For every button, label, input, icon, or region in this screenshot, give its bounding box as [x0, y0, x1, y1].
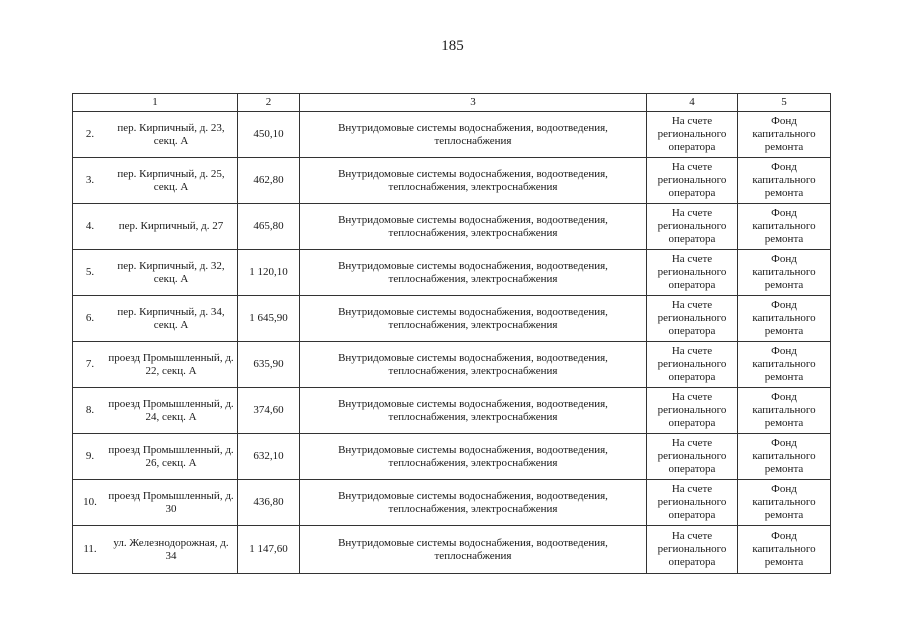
row-systems: Внутридомовые системы водоснабжения, водоотведения, теплоснабжения, электроснабжения: [300, 388, 647, 434]
row-address: пер. Кирпичный, д. 25, секц. А: [117, 167, 225, 193]
row-systems: Внутридомовые системы водоснабжения, водоотведения, теплоснабжения, электроснабжения: [300, 480, 647, 526]
header-col-4: 4: [647, 94, 738, 112]
table-row: [73, 480, 831, 526]
number-address-cell: [73, 526, 238, 574]
row-address: пер. Кирпичный, д. 34, секц. А: [117, 305, 225, 331]
row-area: 1 645,90: [238, 296, 300, 342]
row-source: Фонд капитального ремонта: [738, 434, 831, 480]
row-systems: Внутридомовые системы водоснабжения, водоотведения, теплоснабжения: [300, 112, 647, 158]
number-address-cell: [73, 158, 238, 204]
row-method: На счете регионального оператора: [647, 158, 738, 204]
row-systems: Внутридомовые системы водоснабжения, водоотведения, теплоснабжения, электроснабжения: [300, 158, 647, 204]
number-address-cell: [73, 434, 238, 480]
row-address: проезд Промышленный, д. 26, секц. А: [108, 443, 234, 469]
row-source: Фонд капитального ремонта: [738, 296, 831, 342]
table-row: [73, 250, 831, 296]
row-area: 374,60: [238, 388, 300, 434]
capital-repair-table: [72, 93, 831, 574]
row-number: 5.: [85, 266, 95, 278]
table-row: [73, 204, 831, 250]
row-source: Фонд капитального ремонта: [738, 112, 831, 158]
row-systems: Внутридомовые системы водоснабжения, водоотведения, теплоснабжения: [300, 526, 647, 574]
row-number: 11.: [83, 543, 97, 555]
row-method: На счете регионального оператора: [647, 342, 738, 388]
row-number: 6.: [85, 312, 95, 324]
row-address: пер. Кирпичный, д. 23, секц. А: [117, 121, 225, 147]
row-method: На счете регионального оператора: [647, 296, 738, 342]
row-address: пер. Кирпичный, д. 32, секц. А: [117, 259, 225, 285]
row-systems: Внутридомовые системы водоснабжения, водоотведения, теплоснабжения, электроснабжения: [300, 250, 647, 296]
row-source: Фонд капитального ремонта: [738, 526, 831, 574]
row-systems: Внутридомовые системы водоснабжения, водоотведения, теплоснабжения, электроснабжения: [300, 342, 647, 388]
row-number: 2.: [85, 128, 95, 140]
row-method: На счете регионального оператора: [647, 480, 738, 526]
row-source: Фонд капитального ремонта: [738, 342, 831, 388]
row-source: Фонд капитального ремонта: [738, 204, 831, 250]
row-address: проезд Промышленный, д. 30: [108, 489, 234, 515]
table-row: [73, 342, 831, 388]
row-systems: Внутридомовые системы водоснабжения, водоотведения, теплоснабжения, электроснабжения: [300, 296, 647, 342]
row-systems: Внутридомовые системы водоснабжения, водоотведения, теплоснабжения, электроснабжения: [300, 204, 647, 250]
header-col-5: 5: [738, 94, 831, 112]
row-source: Фонд капитального ремонта: [738, 388, 831, 434]
row-method: На счете регионального оператора: [647, 388, 738, 434]
row-area: 635,90: [238, 342, 300, 388]
row-method: На счете регионального оператора: [647, 250, 738, 296]
row-number: 8.: [85, 404, 95, 416]
number-address-cell: [73, 296, 238, 342]
number-address-cell: [73, 112, 238, 158]
row-method: На счете регионального оператора: [647, 204, 738, 250]
row-method: На счете регионального оператора: [647, 526, 738, 574]
row-source: Фонд капитального ремонта: [738, 250, 831, 296]
row-address: ул. Железнодорожная, д. 34: [113, 536, 229, 562]
table-row: [73, 434, 831, 480]
row-area: 1 147,60: [238, 526, 300, 574]
row-address: проезд Промышленный, д. 22, секц. А: [108, 351, 234, 377]
number-address-cell: [73, 480, 238, 526]
number-address-cell: [73, 204, 238, 250]
row-area: 450,10: [238, 112, 300, 158]
row-systems: Внутридомовые системы водоснабжения, водоотведения, теплоснабжения, электроснабжения: [300, 434, 647, 480]
row-address: пер. Кирпичный, д. 27: [118, 220, 224, 232]
header-col-2: 2: [238, 94, 300, 112]
row-area: 462,80: [238, 158, 300, 204]
number-address-cell: [73, 342, 238, 388]
number-address-cell: [73, 250, 238, 296]
row-number: 4.: [85, 220, 95, 232]
table-row: [73, 112, 831, 158]
header-row: [73, 94, 831, 112]
header-col-3: 3: [300, 94, 647, 112]
number-address-cell: [73, 388, 238, 434]
table-row: [73, 388, 831, 434]
row-number: 7.: [85, 358, 95, 370]
page-number: 185: [441, 38, 464, 54]
row-number: 3.: [85, 174, 95, 186]
row-area: 465,80: [238, 204, 300, 250]
row-method: На счете регионального оператора: [647, 434, 738, 480]
row-number: 10.: [83, 496, 97, 508]
table-row: [73, 296, 831, 342]
row-source: Фонд капитального ремонта: [738, 158, 831, 204]
row-area: 436,80: [238, 480, 300, 526]
table-row: [73, 158, 831, 204]
row-area: 1 120,10: [238, 250, 300, 296]
header-col-1: 1: [73, 94, 238, 112]
row-address: проезд Промышленный, д. 24, секц. А: [108, 397, 234, 423]
row-number: 9.: [85, 450, 95, 462]
table-row: [73, 526, 831, 574]
row-source: Фонд капитального ремонта: [738, 480, 831, 526]
row-method: На счете регионального оператора: [647, 112, 738, 158]
row-area: 632,10: [238, 434, 300, 480]
